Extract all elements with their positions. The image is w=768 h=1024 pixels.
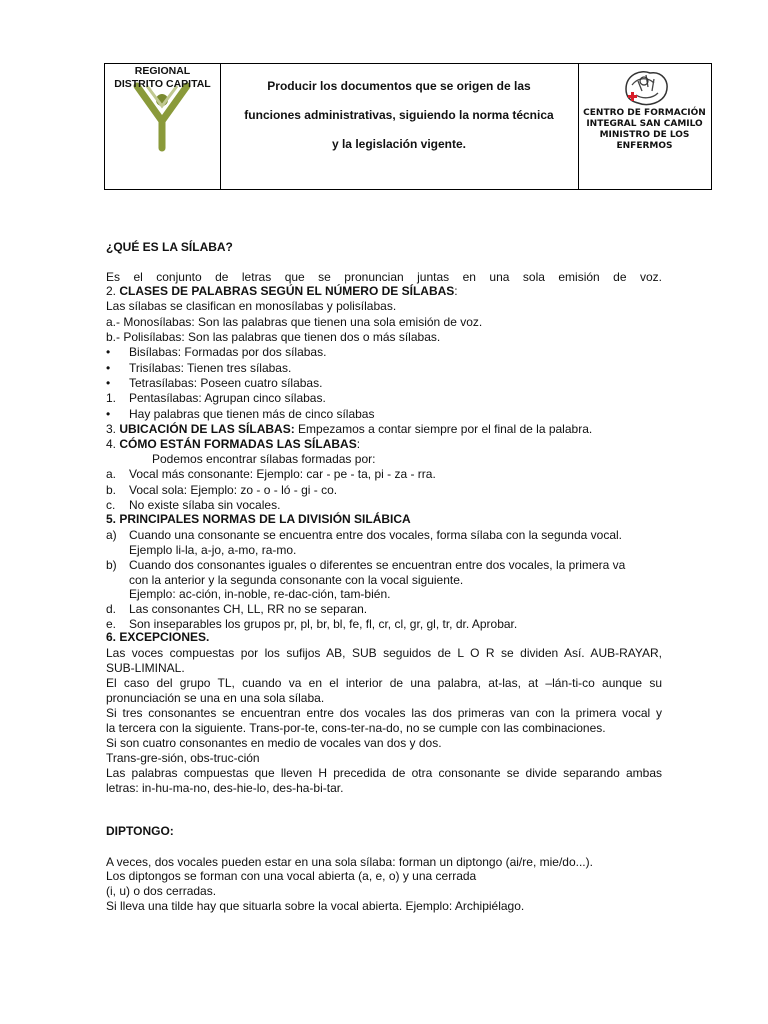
list-item-text: Son inseparables los grupos pr, pl, br, bl, fe, fl, cr, cl, gr, gl, tr, dr. Aprobar. [129, 617, 518, 631]
doc-title-line-3: y la legislación vigente. [331, 137, 467, 151]
list-item-text: Vocal sola: Ejemplo: zo - o - ló - gi - co. [129, 483, 338, 497]
center-line-2: INTEGRAL SAN CAMILO [586, 119, 703, 129]
exception-5-line-1: Las palabras compuestas que lleven H precedida de otra consonante se divide separando ambas [106, 766, 662, 780]
diptongo-line-3: (i, u) o dos cerradas. [106, 884, 217, 898]
letter-marker: c. [106, 498, 116, 512]
list-item-text: Trisílabas: Tienen tres sílabas. [129, 361, 292, 375]
section-3-heading [106, 422, 592, 437]
exception-1-line-1: Las voces compuestas por los sufijos AB, SUB seguidos de L O R se dividen Así. AUB-RAYAR, [106, 646, 662, 660]
center-line-1: CENTRO DE FORMACIÓN [583, 108, 706, 118]
list-item-text: Cuando una consonante se encuentra entre dos vocales, forma sílaba con la segunda vocal. [129, 528, 622, 542]
doc-title-line-2: funciones administrativas, siguiendo la norma técnica [244, 108, 554, 122]
section-4-heading [106, 437, 360, 452]
list-item-text: Vocal más consonante: Ejemplo: car - pe - ta, pi - za - rra. [129, 467, 436, 481]
exception-1-line-2: SUB-LIMINAL. [106, 661, 185, 675]
doc-title-line-1: Producir los documentos que se origen de las [267, 79, 531, 93]
section-2-intro: Las sílabas se clasifican en monosílabas y polisílabas. [106, 299, 397, 313]
diptongo-line-2: Los diptongos se forman con una vocal abierta (a, e, o) y una cerrada [106, 869, 477, 883]
district-label: DISTRITO CAPITAL [114, 78, 211, 90]
bullet-marker: • [106, 376, 111, 390]
letter-marker: e. [106, 617, 117, 631]
list-item-text: Cuando dos consonantes iguales o diferentes se encuentran entre dos vocales, la primera va [129, 558, 626, 572]
diptongo-line-4: Si lleva una tilde hay que situarla sobre la vocal abierta. Ejemplo: Archipiélago. [106, 899, 525, 913]
exception-4: Si son cuatro consonantes en medio de vocales van dos y dos. [106, 736, 442, 750]
section-2-title: CLASES DE PALABRAS SEGÚN EL NÚMERO DE SÍLABAS [119, 284, 455, 298]
section-2-colon: : [454, 284, 458, 298]
section-4-colon: : [356, 437, 361, 451]
letter-marker: d. [106, 602, 117, 616]
section-5-title: 5. PRINCIPALES NORMAS DE LA DIVISIÓN SILÁBICA [106, 512, 411, 526]
diptongo-title: DIPTONGO: [106, 824, 174, 838]
list-item-text: Las consonantes CH, LL, RR no se separan. [129, 602, 368, 616]
section-5-a-example: Ejemplo li-la, a-jo, a-mo, ra-mo. [129, 543, 297, 557]
exception-4-example: Trans-gre-sión, obs-truc-ción [106, 751, 260, 765]
list-item-text: No existe sílaba sin vocales. [129, 498, 281, 512]
exception-2-line-2: pronunciación se una en una sola sílaba. [106, 691, 325, 705]
diptongo-line-1: A veces, dos vocales pueden estar en una sola sílaba: forman un diptongo (ai/re, mie/do...). [106, 855, 593, 869]
number-marker: 1. [106, 391, 117, 405]
letter-marker: b) [106, 558, 117, 572]
section-4-title: CÓMO ESTÁN FORMADAS LAS SÍLABAS [119, 437, 357, 451]
list-item-text: Tetrasílabas: Poseen cuatro sílabas. [129, 376, 323, 390]
exception-2-line-1: El caso del grupo TL, cuando va en el interior de una palabra, at-las, at –lán-ti-co aunque su [106, 676, 662, 690]
bullet-marker: • [106, 361, 111, 375]
center-line-3: MINISTRO DE LOS ENFERMOS [599, 130, 690, 151]
header-cell-center [578, 64, 711, 189]
letter-marker: a) [106, 528, 117, 542]
section-4-number: 4. [106, 437, 117, 451]
section-5-b-example: Ejemplo: ac-ción, in-noble, re-dac-ción, tam-bién. [129, 587, 391, 601]
definition-text: Es el conjunto de letras que se pronuncian juntas en una sola emisión de voz. [106, 270, 662, 284]
exception-3-line-2: la tercera con la siguiente. Trans-por-te, cons-ter-na-do, no se cumple con las combinaciones. [106, 721, 606, 735]
bullet-marker: • [106, 345, 111, 359]
san-camilo-seal-icon [618, 67, 674, 111]
exception-3-line-1: Si tres consonantes se encuentran entre dos vocales las dos primeras van con la primera vocal y [106, 706, 662, 720]
list-item-text: Bisílabas: Formadas por dos sílabas. [129, 345, 327, 359]
section-3-title: UBICACIÓN DE LAS SÍLABAS: [119, 422, 295, 436]
exception-5-line-2: letras: in-hu-ma-no, des-hie-lo, des-ha-bi-tar. [106, 781, 344, 795]
section-2-item-a: a.- Monosílabas: Son las palabras que tienen una sola emisión de voz. [106, 315, 483, 329]
section-2-item-b: b.- Polisílabas: Son las palabras que tienen dos o más sílabas. [106, 330, 441, 344]
list-item-text: Pentasílabas: Agrupan cinco sílabas. [129, 391, 326, 405]
section-5-b-line-2: con la anterior y la segunda consonante con la vocal siguiente. [129, 573, 464, 587]
header-table [104, 63, 712, 190]
letter-marker: b. [106, 483, 117, 497]
list-item-text: Hay palabras que tienen más de cinco sílabas [129, 407, 375, 421]
section-3-text: Empezamos a contar siempre por el final de la palabra. [298, 422, 593, 436]
header-cell-title [220, 64, 579, 189]
section-3-number: 3. [106, 422, 117, 436]
section-6-title: 6. EXCEPCIONES. [106, 630, 210, 644]
bullet-marker: • [106, 407, 111, 421]
header-cell-regional [105, 64, 221, 189]
letter-marker: a. [106, 467, 117, 481]
regional-label: REGIONAL [134, 65, 191, 77]
section-2-number: 2. [106, 284, 117, 298]
section-title-silaba: ¿QUÉ ES LA SÍLABA? [106, 240, 233, 254]
section-4-intro: Podemos encontrar sílabas formadas por: [152, 452, 376, 466]
section-2-heading [106, 284, 458, 299]
